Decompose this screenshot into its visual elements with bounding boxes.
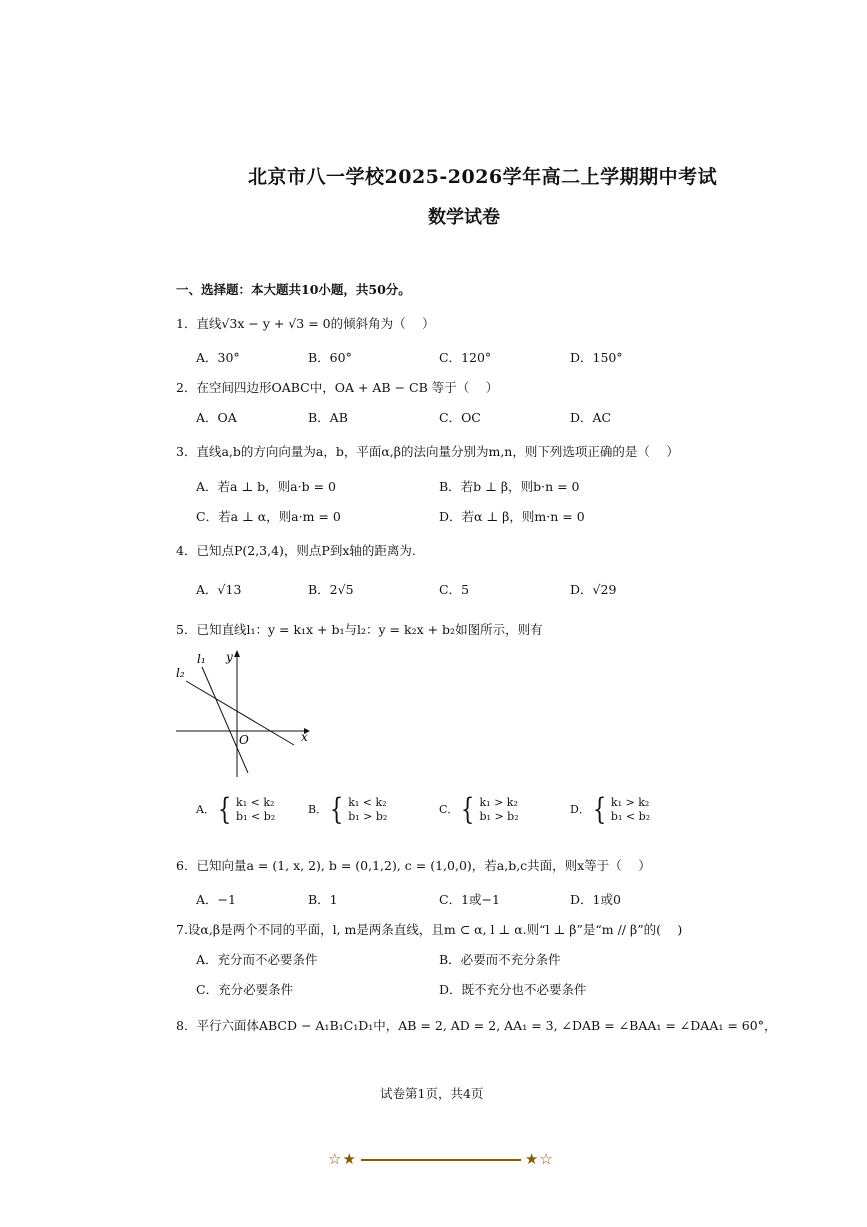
- question-1-option-a[interactable]: A．30°: [196, 350, 240, 365]
- question-8-stem: 8．平行六面体ABCD − A₁B₁C₁D₁中，AB = 2, AD = 2, AA₁ = 3, ∠DAB = ∠BAA₁ = ∠DAA₁ = 60°，: [176, 1018, 777, 1033]
- question-5-option-c[interactable]: C． { k₁ > k₂ b₁ > b₂: [439, 792, 519, 827]
- question-2-option-c[interactable]: C．OC: [439, 410, 481, 425]
- question-7-option-d[interactable]: D．既不充分也不必要条件: [439, 982, 587, 997]
- question-4-option-d[interactable]: D．√29: [570, 582, 617, 597]
- question-5-option-d[interactable]: D． { k₁ > k₂ b₁ < b₂: [570, 792, 651, 827]
- question-1-option-d[interactable]: D．150°: [570, 350, 623, 365]
- question-4-stem: 4．已知点P(2,3,4)，则点P到x轴的距离为.: [176, 543, 416, 558]
- question-5-option-b[interactable]: B． { k₁ < k₂ b₁ > b₂: [308, 792, 388, 827]
- condition-b: b₁ < b₂: [610, 810, 651, 823]
- question-2-option-d[interactable]: D．AC: [570, 410, 612, 425]
- question-6-option-c[interactable]: C．1或−1: [439, 892, 500, 907]
- question-1-option-c[interactable]: C．120°: [439, 350, 492, 365]
- question-6-stem: 6．已知向量a = (1, x, 2), b = (0,1,2), c = (1,0,0)，若a,b,c共面，则x等于（ ）: [176, 858, 651, 873]
- question-7-option-a[interactable]: A．充分而不必要条件: [196, 952, 318, 967]
- question-3-option-d[interactable]: D．若α ⊥ β，则m·n = 0: [439, 509, 585, 524]
- page-number: 试卷第1页，共4页: [380, 1086, 484, 1101]
- question-3-option-b[interactable]: B．若b ⊥ β，则b·n = 0: [439, 479, 580, 494]
- question-3-option-c[interactable]: C．若a ⊥ α，则a·m = 0: [196, 509, 341, 524]
- question-4-option-a[interactable]: A．√13: [196, 582, 242, 597]
- question-5-stem: 5．已知直线l₁：y = k₁x + b₁与l₂：y = k₂x + b₂如图所示，则有: [176, 622, 543, 637]
- question-3-stem: 3．直线a,b的方向向量为a，b，平面α,β的法向量分别为m,n，则下列选项正确的是（ ）: [176, 444, 679, 459]
- question-2-option-b[interactable]: B．AB: [308, 410, 348, 425]
- star-icon: ★☆: [524, 1150, 554, 1168]
- section-heading: 一、选择题：本大题共10小题，共50分。: [176, 282, 411, 297]
- question-5-option-a[interactable]: A． { k₁ < k₂ b₁ < b₂: [196, 792, 276, 827]
- question-6-option-a[interactable]: A．−1: [196, 892, 236, 907]
- question-1-option-b[interactable]: B．60°: [308, 350, 352, 365]
- question-7-option-c[interactable]: C．充分必要条件: [196, 982, 294, 997]
- question-4-option-b[interactable]: B．2√5: [308, 582, 354, 597]
- page-title: 北京市八一学校2025-2026学年高二上学期期中考试: [248, 166, 718, 188]
- question-3-option-a[interactable]: A．若a ⊥ b，则a·b = 0: [196, 479, 336, 494]
- label-l2: l₂: [176, 666, 185, 680]
- question-2-option-a[interactable]: A．OA: [196, 410, 237, 425]
- option-letter: B．: [308, 803, 328, 816]
- option-letter: D．: [570, 803, 590, 816]
- question-7-stem: 7.设α,β是两个不同的平面，l, m是两条直线，且m ⊂ α, l ⊥ α.则“l ⊥ β”是“m // β”的( ): [176, 922, 683, 937]
- condition-k: k₁ > k₂: [479, 796, 518, 809]
- label-l1: l₁: [197, 652, 206, 666]
- line-l1: [202, 667, 248, 773]
- question-6-option-d[interactable]: D．1或0: [570, 892, 621, 907]
- option-letter: C．: [439, 803, 459, 816]
- question-5-graph: [170, 645, 320, 785]
- condition-k: k₁ < k₂: [236, 796, 275, 809]
- condition-b: b₁ > b₂: [348, 810, 388, 823]
- star-icon: ☆★: [328, 1150, 357, 1168]
- question-6-option-b[interactable]: B．1: [308, 892, 338, 907]
- label-x: x: [301, 730, 308, 744]
- condition-k: k₁ < k₂: [348, 796, 387, 809]
- question-4-option-c[interactable]: C．5: [439, 582, 470, 597]
- condition-b: b₁ > b₂: [479, 810, 519, 823]
- label-y: y: [226, 650, 233, 664]
- y-axis-arrow: [234, 650, 240, 657]
- condition-b: b₁ < b₂: [236, 810, 276, 823]
- footer-ornament: [328, 1150, 554, 1168]
- ornament-rule: [361, 1159, 521, 1161]
- page-subtitle: 数学试卷: [428, 207, 500, 228]
- option-letter: A．: [196, 803, 215, 816]
- question-1-stem: 1．直线√3x − y + √3 = 0的倾斜角为（ ）: [176, 316, 435, 331]
- question-2-stem: 2．在空间四边形OABC中，OA + AB − CB 等于（ ）: [176, 380, 499, 395]
- label-origin: O: [239, 733, 249, 747]
- condition-k: k₁ > k₂: [610, 796, 650, 809]
- question-7-option-b[interactable]: B．必要而不充分条件: [439, 952, 561, 967]
